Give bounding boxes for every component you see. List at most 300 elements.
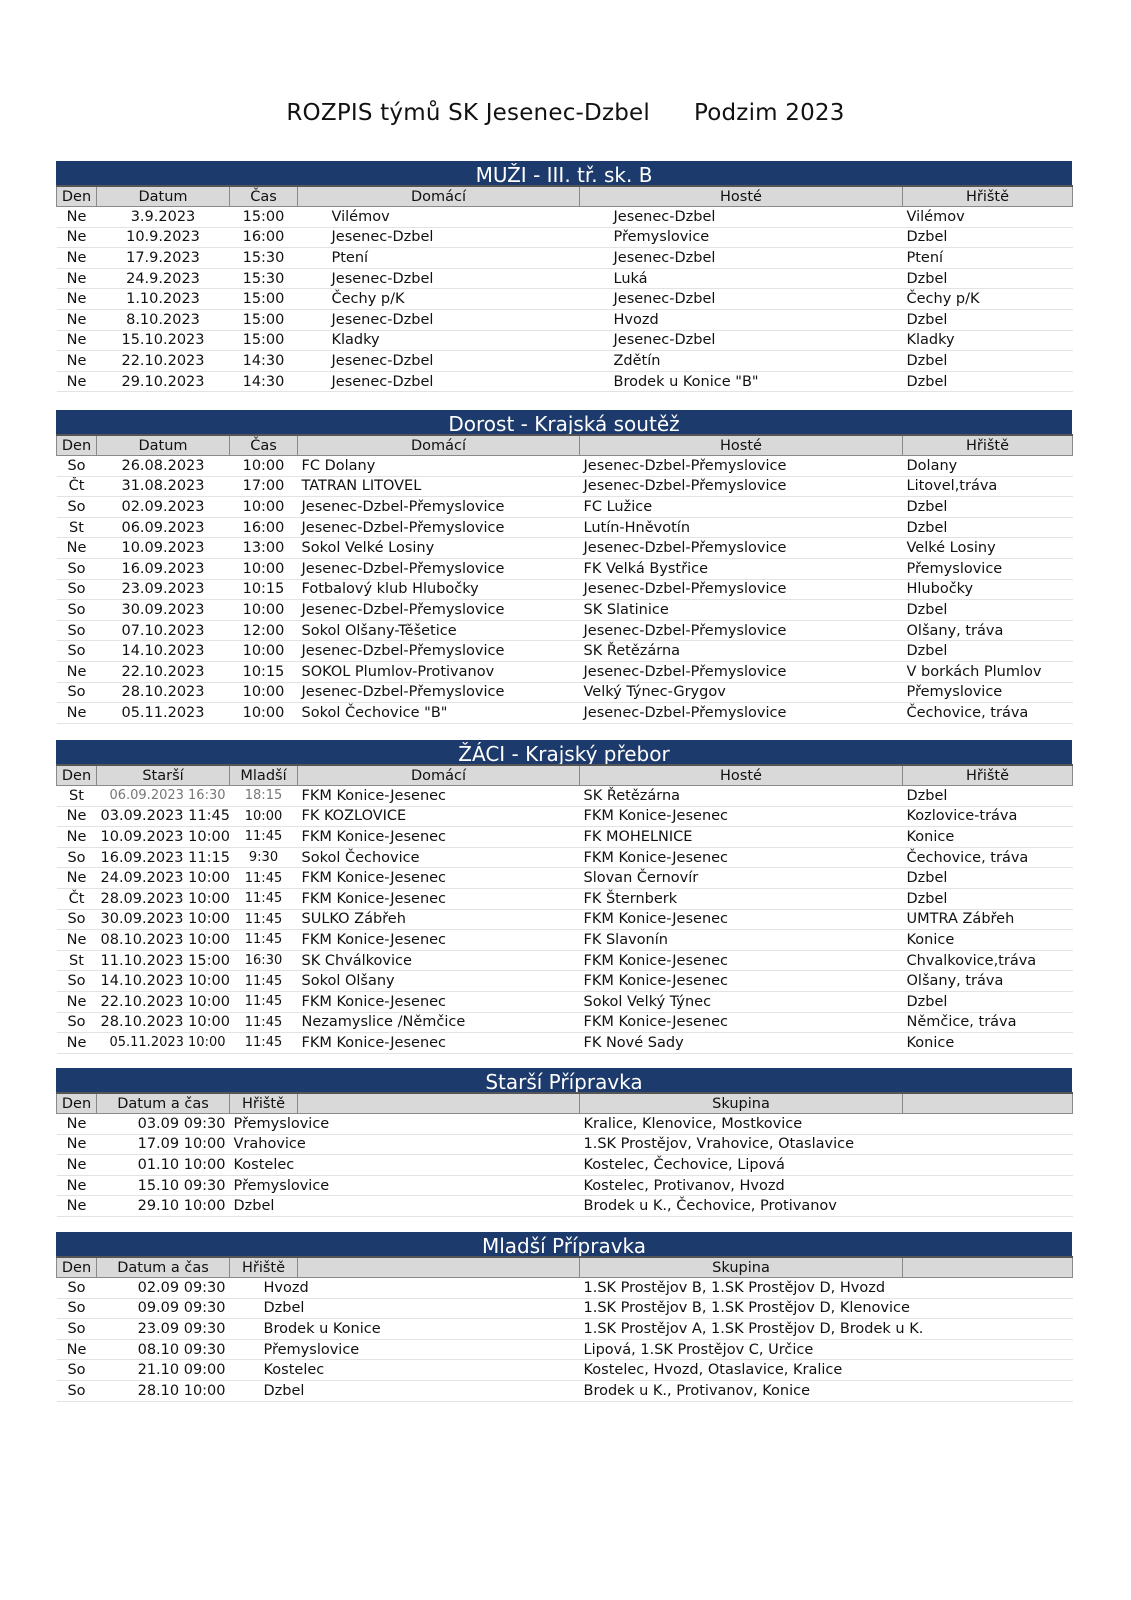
cell-domaci: SULKO Zábřeh (298, 909, 580, 930)
table-zaci (56, 764, 1073, 1054)
cell-hoste: Hvozd (580, 309, 903, 330)
cell-domaci: Sokol Velké Losiny (298, 538, 580, 559)
cell-hriste: Chvalkovice,tráva (903, 950, 1073, 971)
table-row (57, 600, 1073, 621)
table-row (57, 517, 1073, 538)
cell-hriste: Kostelec (230, 1155, 580, 1176)
cell-domaci: Jesenec-Dzbel (298, 351, 580, 372)
table-mladsi-pripravka (56, 1256, 1073, 1402)
cell-starsi: 22.10.2023 10:00 (97, 991, 230, 1012)
cell-hoste: FKM Konice-Jesenec (580, 950, 903, 971)
cell-domaci: FC Dolany (298, 456, 580, 477)
table-row (57, 1033, 1073, 1054)
table-row (57, 476, 1073, 497)
table-row (57, 351, 1073, 372)
table-row (57, 268, 1073, 289)
col-header-mladsi: Mladší (230, 765, 298, 786)
cell-den: So (57, 579, 97, 600)
cell-domaci: Kladky (298, 330, 580, 351)
table-row (57, 1298, 1073, 1319)
cell-cas: 14:30 (230, 371, 298, 392)
cell-skupina: Lipová, 1.SK Prostějov C, Určice (580, 1339, 1073, 1360)
cell-mladsi: 11:45 (230, 1012, 298, 1033)
cell-hriste: Vrahovice (230, 1134, 580, 1155)
table-row (57, 661, 1073, 682)
cell-hriste: Čechovice, tráva (903, 847, 1073, 868)
cell-hriste: Konice (903, 827, 1073, 848)
cell-hoste: FK Šternberk (580, 888, 903, 909)
col-header-cas: Čas (230, 186, 298, 207)
cell-domaci: Jesenec-Dzbel-Přemyslovice (298, 682, 580, 703)
cell-hriste: Kladky (903, 330, 1073, 351)
cell-hoste: Přemyslovice (580, 227, 903, 248)
cell-domaci: Jesenec-Dzbel (298, 268, 580, 289)
cell-datum: 22.10.2023 (97, 351, 230, 372)
cell-hriste: Dzbel (903, 351, 1073, 372)
col-header-hriste: Hřiště (903, 186, 1073, 207)
cell-starsi: 16.09.2023 11:15 (97, 847, 230, 868)
col-header-hriste: Hřiště (230, 1257, 298, 1278)
cell-domaci: Jesenec-Dzbel-Přemyslovice (298, 600, 580, 621)
cell-datum: 8.10.2023 (97, 309, 230, 330)
cell-hoste: FKM Konice-Jesenec (580, 806, 903, 827)
cell-hriste: Němčice, tráva (903, 1012, 1073, 1033)
table-row (57, 1339, 1073, 1360)
cell-den: Ne (57, 538, 97, 559)
cell-cas: 15:00 (230, 330, 298, 351)
cell-domaci: TATRAN LITOVEL (298, 476, 580, 497)
cell-hriste: Přemyslovice (230, 1114, 580, 1135)
table-row (57, 227, 1073, 248)
cell-hriste: Litovel,tráva (903, 476, 1073, 497)
table-row (57, 538, 1073, 559)
cell-domaci: SK Chválkovice (298, 950, 580, 971)
cell-hriste: Dzbel (903, 371, 1073, 392)
cell-datum: 26.08.2023 (97, 456, 230, 477)
cell-datum-cas: 17.09 10:00 (97, 1134, 230, 1155)
cell-mladsi: 18:15 (230, 786, 298, 807)
cell-den: Ne (57, 207, 97, 228)
col-header-datum-cas: Datum a čas (97, 1093, 230, 1114)
cell-den: Ne (57, 661, 97, 682)
table-row (57, 1319, 1073, 1340)
cell-den: So (57, 971, 97, 992)
cell-mladsi: 11:45 (230, 827, 298, 848)
cell-domaci: FKM Konice-Jesenec (298, 786, 580, 807)
cell-den: So (57, 1012, 97, 1033)
cell-hoste: FK Slavonín (580, 930, 903, 951)
cell-cas: 16:00 (230, 227, 298, 248)
cell-den: So (57, 909, 97, 930)
cell-datum-cas: 23.09 09:30 (97, 1319, 230, 1340)
cell-hriste: Dzbel (903, 868, 1073, 889)
cell-skupina: 1.SK Prostějov B, 1.SK Prostějov D, Klenovice (580, 1298, 1073, 1319)
cell-datum: 28.10.2023 (97, 682, 230, 703)
cell-cas: 10:00 (230, 703, 298, 724)
cell-den: Ne (57, 806, 97, 827)
cell-hoste: FC Lužice (580, 497, 903, 518)
col-header-empty (298, 1257, 580, 1278)
cell-skupina: 1.SK Prostějov, Vrahovice, Otaslavice (580, 1134, 1073, 1155)
cell-hriste: Dzbel (230, 1298, 580, 1319)
cell-hoste: SK Slatinice (580, 600, 903, 621)
cell-hriste: Přemyslovice (230, 1175, 580, 1196)
cell-hoste: FK MOHELNICE (580, 827, 903, 848)
cell-domaci: Jesenec-Dzbel-Přemyslovice (298, 517, 580, 538)
table-row (57, 847, 1073, 868)
cell-datum: 14.10.2023 (97, 641, 230, 662)
col-header-den: Den (57, 1093, 97, 1114)
cell-hriste: Přemyslovice (230, 1339, 580, 1360)
table-row (57, 330, 1073, 351)
cell-domaci: FKM Konice-Jesenec (298, 827, 580, 848)
table-row (57, 1278, 1073, 1299)
cell-hriste: Přemyslovice (903, 682, 1073, 703)
cell-hriste: Brodek u Konice (230, 1319, 580, 1340)
cell-datum-cas: 21.10 09:00 (97, 1360, 230, 1381)
page-title-season: Podzim 2023 (693, 100, 845, 126)
cell-cas: 17:00 (230, 476, 298, 497)
col-header-datum-cas: Datum a čas (97, 1257, 230, 1278)
cell-hriste: Dzbel (903, 786, 1073, 807)
cell-den: So (57, 847, 97, 868)
col-header-empty (903, 1257, 1073, 1278)
cell-starsi: 08.10.2023 10:00 (97, 930, 230, 951)
table-row (57, 309, 1073, 330)
cell-hriste: Dzbel (230, 1196, 580, 1217)
cell-hoste: FKM Konice-Jesenec (580, 1012, 903, 1033)
cell-hoste: Slovan Černovír (580, 868, 903, 889)
cell-hoste: Jesenec-Dzbel-Přemyslovice (580, 476, 903, 497)
cell-den: Ne (57, 289, 97, 310)
section-title-starsi-pripravka: Starší Přípravka (56, 1068, 1072, 1092)
cell-skupina: Brodek u K., Protivanov, Konice (580, 1380, 1073, 1401)
cell-skupina: Kostelec, Čechovice, Lipová (580, 1155, 1073, 1176)
cell-mladsi: 11:45 (230, 1033, 298, 1054)
table-row (57, 1360, 1073, 1381)
cell-hriste: Čechovice, tráva (903, 703, 1073, 724)
cell-domaci: Jesenec-Dzbel (298, 371, 580, 392)
cell-domaci: FKM Konice-Jesenec (298, 930, 580, 951)
section-zaci (56, 740, 1072, 1054)
cell-hriste: Dzbel (903, 517, 1073, 538)
table-row (57, 991, 1073, 1012)
table-row (57, 1114, 1073, 1135)
cell-domaci: FK KOZLOVICE (298, 806, 580, 827)
cell-den: Ne (57, 309, 97, 330)
cell-hoste: FK Nové Sady (580, 1033, 903, 1054)
cell-cas: 13:00 (230, 538, 298, 559)
cell-mladsi: 9:30 (230, 847, 298, 868)
page-title (0, 100, 1131, 126)
cell-datum-cas: 03.09 09:30 (97, 1114, 230, 1135)
table-row (57, 909, 1073, 930)
table-row (57, 248, 1073, 269)
cell-hoste: Luká (580, 268, 903, 289)
cell-hriste: Dzbel (903, 888, 1073, 909)
cell-hoste: SK Řetězárna (580, 786, 903, 807)
cell-datum-cas: 08.10 09:30 (97, 1339, 230, 1360)
cell-datum: 31.08.2023 (97, 476, 230, 497)
cell-hoste: Jesenec-Dzbel (580, 330, 903, 351)
table-row (57, 371, 1073, 392)
cell-den: Ne (57, 1033, 97, 1054)
cell-den: Ne (57, 868, 97, 889)
cell-datum: 17.9.2023 (97, 248, 230, 269)
table-row (57, 703, 1073, 724)
cell-den: St (57, 517, 97, 538)
cell-datum: 30.09.2023 (97, 600, 230, 621)
cell-domaci: FKM Konice-Jesenec (298, 991, 580, 1012)
cell-domaci: FKM Konice-Jesenec (298, 888, 580, 909)
col-header-hriste: Hřiště (230, 1093, 298, 1114)
section-title-dorost: Dorost - Krajská soutěž (56, 410, 1072, 434)
cell-mladsi: 11:45 (230, 909, 298, 930)
cell-datum: 10.09.2023 (97, 538, 230, 559)
cell-den: Ne (57, 930, 97, 951)
cell-domaci: Jesenec-Dzbel (298, 227, 580, 248)
table-row (57, 1134, 1073, 1155)
cell-den: So (57, 600, 97, 621)
cell-skupina: 1.SK Prostějov B, 1.SK Prostějov D, Hvozd (580, 1278, 1073, 1299)
cell-starsi: 24.09.2023 10:00 (97, 868, 230, 889)
cell-den: Ne (57, 248, 97, 269)
section-title-muzi: MUŽI - III. tř. sk. B (56, 161, 1072, 185)
cell-hriste: Dzbel (903, 268, 1073, 289)
cell-domaci: Sokol Čechovice (298, 847, 580, 868)
cell-datum: 02.09.2023 (97, 497, 230, 518)
cell-domaci: Vilémov (298, 207, 580, 228)
cell-mladsi: 11:45 (230, 991, 298, 1012)
table-row (57, 558, 1073, 579)
table-row (57, 827, 1073, 848)
cell-den: So (57, 1278, 97, 1299)
cell-hoste: FKM Konice-Jesenec (580, 971, 903, 992)
cell-hriste: Dzbel (903, 497, 1073, 518)
col-header-skupina: Skupina (580, 1257, 903, 1278)
cell-mladsi: 11:45 (230, 930, 298, 951)
cell-hriste: Ptení (903, 248, 1073, 269)
cell-datum: 16.09.2023 (97, 558, 230, 579)
cell-mladsi: 11:45 (230, 971, 298, 992)
cell-cas: 10:00 (230, 682, 298, 703)
cell-domaci: FKM Konice-Jesenec (298, 1033, 580, 1054)
cell-datum: 24.9.2023 (97, 268, 230, 289)
cell-cas: 14:30 (230, 351, 298, 372)
table-row (57, 950, 1073, 971)
cell-datum: 29.10.2023 (97, 371, 230, 392)
table-row (57, 497, 1073, 518)
section-mladsi-pripravka (56, 1232, 1072, 1402)
table-row (57, 289, 1073, 310)
cell-skupina: Kralice, Klenovice, Mostkovice (580, 1114, 1073, 1135)
cell-den: Ne (57, 1175, 97, 1196)
cell-mladsi: 11:45 (230, 888, 298, 909)
cell-starsi: 28.09.2023 10:00 (97, 888, 230, 909)
cell-hriste: Olšany, tráva (903, 971, 1073, 992)
cell-mladsi: 11:45 (230, 868, 298, 889)
cell-hriste: Přemyslovice (903, 558, 1073, 579)
cell-den: Ne (57, 991, 97, 1012)
cell-hriste: Hlubočky (903, 579, 1073, 600)
table-row (57, 930, 1073, 951)
section-muzi (56, 161, 1072, 392)
cell-den: Ne (57, 227, 97, 248)
table-row (57, 971, 1073, 992)
cell-den: Ne (57, 1339, 97, 1360)
cell-datum: 05.11.2023 (97, 703, 230, 724)
cell-hoste: FK Velká Bystřice (580, 558, 903, 579)
col-header-den: Den (57, 1257, 97, 1278)
col-header-hoste: Hosté (580, 435, 903, 456)
table-row (57, 207, 1073, 228)
cell-starsi: 10.09.2023 10:00 (97, 827, 230, 848)
cell-den: So (57, 558, 97, 579)
cell-datum: 22.10.2023 (97, 661, 230, 682)
cell-cas: 10:15 (230, 579, 298, 600)
col-header-empty (298, 1093, 580, 1114)
section-starsi-pripravka (56, 1068, 1072, 1217)
cell-hoste: Jesenec-Dzbel-Přemyslovice (580, 579, 903, 600)
cell-den: Ne (57, 827, 97, 848)
cell-skupina: Brodek u K., Čechovice, Protivanov (580, 1196, 1073, 1217)
cell-hoste: Velký Týnec-Grygov (580, 682, 903, 703)
cell-hoste: SK Řetězárna (580, 641, 903, 662)
section-title-zaci: ŽÁCI - Krajský přebor (56, 740, 1072, 764)
cell-skupina: Kostelec, Hvozd, Otaslavice, Kralice (580, 1360, 1073, 1381)
table-row (57, 1175, 1073, 1196)
cell-datum-cas: 01.10 10:00 (97, 1155, 230, 1176)
cell-cas: 15:30 (230, 268, 298, 289)
table-muzi (56, 185, 1073, 392)
col-header-domaci: Domácí (298, 435, 580, 456)
cell-den: Ne (57, 1155, 97, 1176)
table-row (57, 868, 1073, 889)
col-header-hoste: Hosté (580, 186, 903, 207)
cell-starsi: 14.10.2023 10:00 (97, 971, 230, 992)
cell-hriste: Dzbel (230, 1380, 580, 1401)
cell-cas: 15:00 (230, 309, 298, 330)
col-header-domaci: Domácí (298, 765, 580, 786)
cell-cas: 10:00 (230, 641, 298, 662)
cell-starsi: 28.10.2023 10:00 (97, 1012, 230, 1033)
cell-den: So (57, 1298, 97, 1319)
cell-domaci: Ptení (298, 248, 580, 269)
cell-datum: 1.10.2023 (97, 289, 230, 310)
cell-den: Čt (57, 476, 97, 497)
table-dorost (56, 434, 1073, 724)
cell-cas: 10:00 (230, 558, 298, 579)
col-header-skupina: Skupina (580, 1093, 903, 1114)
cell-datum-cas: 28.10 10:00 (97, 1380, 230, 1401)
col-header-datum: Datum (97, 435, 230, 456)
cell-hriste: Konice (903, 930, 1073, 951)
cell-hoste: Brodek u Konice "B" (580, 371, 903, 392)
cell-starsi: 03.09.2023 11:45 (97, 806, 230, 827)
table-row (57, 620, 1073, 641)
cell-den: St (57, 950, 97, 971)
cell-hriste: UMTRA Zábřeh (903, 909, 1073, 930)
cell-datum: 10.9.2023 (97, 227, 230, 248)
section-dorost (56, 410, 1072, 724)
cell-hriste: Kostelec (230, 1360, 580, 1381)
cell-skupina: Kostelec, Protivanov, Hvozd (580, 1175, 1073, 1196)
table-row (57, 641, 1073, 662)
cell-starsi: 30.09.2023 10:00 (97, 909, 230, 930)
cell-domaci: FKM Konice-Jesenec (298, 868, 580, 889)
cell-cas: 15:00 (230, 289, 298, 310)
cell-hriste: V borkách Plumlov (903, 661, 1073, 682)
col-header-hoste: Hosté (580, 765, 903, 786)
cell-den: Ne (57, 268, 97, 289)
cell-den: Ne (57, 1196, 97, 1217)
col-header-cas: Čas (230, 435, 298, 456)
cell-domaci: Jesenec-Dzbel-Přemyslovice (298, 641, 580, 662)
cell-datum: 23.09.2023 (97, 579, 230, 600)
cell-cas: 10:00 (230, 456, 298, 477)
cell-mladsi: 10:00 (230, 806, 298, 827)
table-row (57, 579, 1073, 600)
cell-domaci: Jesenec-Dzbel (298, 309, 580, 330)
col-header-den: Den (57, 186, 97, 207)
cell-datum: 15.10.2023 (97, 330, 230, 351)
cell-datum: 06.09.2023 (97, 517, 230, 538)
col-header-den: Den (57, 765, 97, 786)
table-row (57, 1012, 1073, 1033)
cell-datum: 07.10.2023 (97, 620, 230, 641)
cell-hoste: Jesenec-Dzbel-Přemyslovice (580, 538, 903, 559)
table-row (57, 1155, 1073, 1176)
col-header-hriste: Hřiště (903, 765, 1073, 786)
col-header-hriste: Hřiště (903, 435, 1073, 456)
cell-hoste: Jesenec-Dzbel (580, 289, 903, 310)
cell-datum-cas: 15.10 09:30 (97, 1175, 230, 1196)
cell-hriste: Dzbel (903, 641, 1073, 662)
cell-cas: 15:00 (230, 207, 298, 228)
cell-hriste: Dolany (903, 456, 1073, 477)
cell-cas: 10:00 (230, 497, 298, 518)
cell-hoste: Zdětín (580, 351, 903, 372)
cell-den: St (57, 786, 97, 807)
cell-hoste: Jesenec-Dzbel (580, 248, 903, 269)
cell-datum-cas: 29.10 10:00 (97, 1196, 230, 1217)
cell-hoste: Jesenec-Dzbel-Přemyslovice (580, 456, 903, 477)
cell-cas: 15:30 (230, 248, 298, 269)
cell-hriste: Hvozd (230, 1278, 580, 1299)
table-row (57, 456, 1073, 477)
cell-hriste: Dzbel (903, 991, 1073, 1012)
cell-cas: 10:15 (230, 661, 298, 682)
table-row (57, 806, 1073, 827)
cell-cas: 10:00 (230, 600, 298, 621)
table-row (57, 682, 1073, 703)
cell-den: So (57, 682, 97, 703)
cell-domaci: SOKOL Plumlov-Protivanov (298, 661, 580, 682)
cell-den: So (57, 456, 97, 477)
cell-hoste: Lutín-Hněvotín (580, 517, 903, 538)
cell-starsi: 06.09.2023 16:30 (97, 786, 230, 807)
cell-hoste: FKM Konice-Jesenec (580, 909, 903, 930)
cell-starsi: 11.10.2023 15:00 (97, 950, 230, 971)
cell-mladsi: 16:30 (230, 950, 298, 971)
cell-hriste: Velké Losiny (903, 538, 1073, 559)
cell-den: Ne (57, 330, 97, 351)
cell-domaci: Fotbalový klub Hlubočky (298, 579, 580, 600)
col-header-empty (903, 1093, 1073, 1114)
cell-hoste: Jesenec-Dzbel (580, 207, 903, 228)
cell-hriste: Dzbel (903, 600, 1073, 621)
section-title-mladsi-pripravka: Mladší Přípravka (56, 1232, 1072, 1256)
